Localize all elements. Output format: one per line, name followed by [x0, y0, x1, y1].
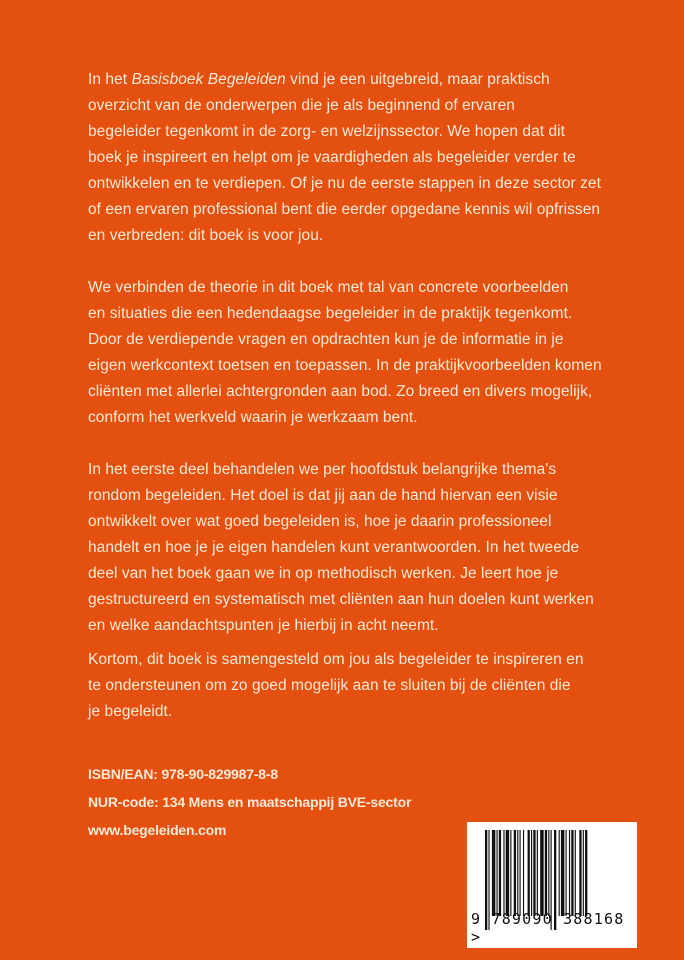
barcode	[467, 822, 637, 948]
text-line: begeleider tegenkomt in de zorg- en welzijnssector. We hopen dat dit	[88, 123, 566, 140]
text-line: In het eerste deel behandelen we per hoofdstuk belangrijke thema's	[88, 461, 557, 478]
barcode-bar	[585, 830, 587, 916]
text-line: te ondersteunen om zo goed mogelijk aan te sluiten bij de cliënten die	[88, 677, 571, 694]
barcode-bar	[533, 830, 535, 916]
barcode-bar	[517, 830, 518, 916]
barcode-bar	[531, 830, 532, 916]
text-line: Door de verdiepende vragen en opdrachten kun je de informatie in je	[88, 331, 564, 348]
text-line: In het Basisboek Begeleiden vind je een uitgebreid, maar praktisch	[88, 71, 550, 88]
barcode-bar	[559, 830, 560, 916]
barcode-bar	[579, 830, 581, 916]
barcode-bar	[499, 830, 501, 916]
text-line: of een ervaren professional bent die eerder opgedane kennis wil opfrissen	[88, 201, 601, 218]
barcode-bar	[548, 830, 549, 916]
barcode-bar	[583, 830, 584, 916]
text-line: gestructureerd en systematisch met cliënten aan hun doelen kunt werken	[88, 591, 594, 608]
text-line: We verbinden de theorie in dit boek met tal van concrete voorbeelden	[88, 279, 569, 296]
book-title: Basisboek Begeleiden	[131, 71, 286, 88]
paragraph-structure	[88, 457, 668, 639]
barcode-bar	[561, 830, 564, 916]
nur-code: NUR-code: 134 Mens en maatschappij BVE-sector	[88, 794, 412, 810]
barcode-bar	[523, 830, 524, 916]
barcode-bar	[506, 830, 509, 916]
barcode-bar	[528, 830, 530, 916]
text-line: conform het werkveld waarin je werkzaam bent.	[88, 409, 418, 426]
barcode-bar	[514, 830, 516, 916]
text-line: en welke aandachtspunten je hierbij in acht neemt.	[88, 617, 439, 634]
text-line: deel van het boek gaan we in op methodisch werken. Je leert hoe je	[88, 565, 559, 582]
paragraph-summary	[88, 647, 668, 725]
text-line: cliënten met allerlei achtergronden aan bod. Zo breed en divers mogelijk,	[88, 383, 593, 400]
barcode-bar	[545, 830, 547, 916]
barcode-bar	[503, 830, 504, 916]
text-line: overzicht van de onderwerpen die je als beginnend of ervaren	[88, 97, 515, 114]
barcode-bar	[571, 830, 573, 916]
text-line: boek je inspireert en helpt om je vaardigheden als begeleider verder te	[88, 149, 576, 166]
barcode-bar	[569, 830, 570, 916]
paragraph-intro	[88, 67, 668, 249]
text-line: je begeleidt.	[88, 703, 173, 720]
website-link[interactable]: www.begeleiden.com	[88, 822, 227, 838]
text-line: Kortom, dit boek is samengesteld om jou als begeleider te inspireren en	[88, 651, 584, 668]
text-line: en situaties die een hedendaagse begeleider in de praktijk tegenkomt.	[88, 305, 573, 322]
text-line: ontwikkelen en te verdiepen. Of je nu de eerste stappen in deze sector zet	[88, 175, 601, 192]
book-metadata	[88, 760, 411, 844]
barcode-bar	[492, 830, 495, 916]
text-line: en verbreden: dit boek is voor jou.	[88, 227, 324, 244]
barcode-bar	[497, 830, 498, 916]
barcode-bar	[510, 830, 511, 916]
barcode-bar	[537, 830, 538, 916]
text-line: eigen werkcontext toetsen en toepassen. In de praktijkvoorbeelden komen	[88, 357, 602, 374]
isbn: ISBN/EAN: 978-90-829987-8-8	[88, 766, 278, 782]
barcode-bar	[520, 830, 521, 916]
text-line: ontwikkelt over wat goed begeleiden is, hoe je daarin professioneel	[88, 513, 552, 530]
barcode-bar	[566, 830, 567, 916]
barcode-bar	[540, 830, 543, 916]
text-line: handelt en hoe je je eigen handelen kunt verantwoorden. In het tweede	[88, 539, 580, 556]
barcode-bar	[575, 830, 576, 916]
paragraph-theory	[88, 275, 668, 431]
barcode-number: 9 789090 388168 >	[471, 910, 625, 946]
text-line: rondom begeleiden. Het doel is dat jij aan de hand hiervan een visie	[88, 487, 558, 504]
